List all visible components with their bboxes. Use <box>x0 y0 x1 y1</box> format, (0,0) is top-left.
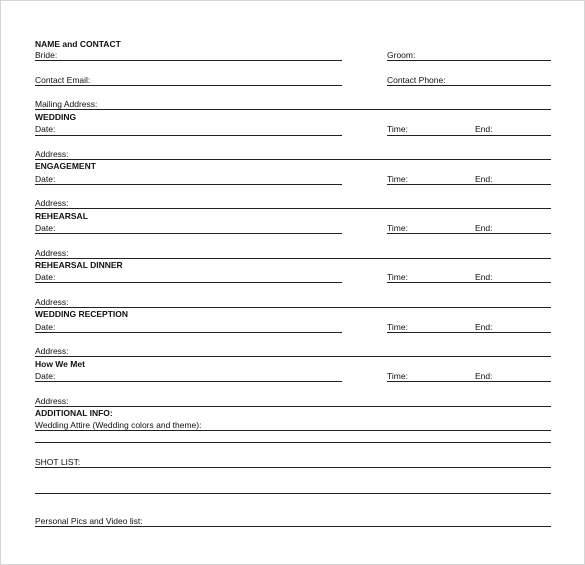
rehearsal-dinner-address-label: Address: <box>35 297 69 307</box>
wedding-address-label: Address: <box>35 149 69 159</box>
rehearsal-dinner-date-label: Date: <box>35 272 56 282</box>
contact-email-label: Contact Email: <box>35 75 91 85</box>
engagement-address-label: Address: <box>35 198 69 208</box>
contact-phone-field[interactable] <box>387 85 551 86</box>
rehearsal-dinner-time-label: Time: <box>387 272 408 282</box>
wedding-end-label: End: <box>475 124 493 134</box>
reception-date-field[interactable] <box>35 332 342 333</box>
how-we-met-date-label: Date: <box>35 371 56 381</box>
reception-address-label: Address: <box>35 346 69 356</box>
rehearsal-address-field[interactable] <box>35 258 551 259</box>
rehearsal-dinner-address-field[interactable] <box>35 307 551 308</box>
reception-time-label: Time: <box>387 322 408 332</box>
shot-list-field-line-1[interactable] <box>35 467 551 468</box>
rehearsal-address-label: Address: <box>35 248 69 258</box>
personal-pics-label: Personal Pics and Video list: <box>35 516 143 526</box>
engagement-time-label: Time: <box>387 174 408 184</box>
engagement-address-field[interactable] <box>35 208 551 209</box>
groom-label: Groom: <box>387 50 416 60</box>
bride-label: Bride: <box>35 50 58 60</box>
section-title-how-we-met: How We Met <box>35 359 85 369</box>
shot-list-field-line-2[interactable] <box>35 493 551 494</box>
how-we-met-date-field[interactable] <box>35 381 342 382</box>
wedding-date-field[interactable] <box>35 135 342 136</box>
groom-field[interactable] <box>387 60 551 61</box>
rehearsal-date-field[interactable] <box>35 233 342 234</box>
wedding-address-field[interactable] <box>35 159 551 160</box>
bride-field[interactable] <box>35 60 342 61</box>
section-title-additional-info: ADDITIONAL INFO: <box>35 408 113 418</box>
wedding-date-label: Date: <box>35 124 56 134</box>
wedding-attire-label: Wedding Attire (Wedding colors and theme): <box>35 420 202 430</box>
how-we-met-end-label: End: <box>475 371 493 381</box>
rehearsal-dinner-end-label: End: <box>475 272 493 282</box>
wedding-time-label: Time: <box>387 124 408 134</box>
how-we-met-time-label: Time: <box>387 371 408 381</box>
wedding-attire-field-line-1[interactable] <box>35 430 551 431</box>
rehearsal-dinner-date-field[interactable] <box>35 282 342 283</box>
rehearsal-date-label: Date: <box>35 223 56 233</box>
section-title-rehearsal: REHEARSAL <box>35 211 88 221</box>
reception-date-label: Date: <box>35 322 56 332</box>
how-we-met-address-label: Address: <box>35 396 69 406</box>
mailing-address-label: Mailing Address: <box>35 99 98 109</box>
contact-phone-label: Contact Phone: <box>387 75 446 85</box>
personal-pics-field[interactable] <box>35 526 551 527</box>
reception-time-field[interactable] <box>387 332 551 333</box>
engagement-end-label: End: <box>475 174 493 184</box>
shot-list-label: SHOT LIST: <box>35 457 81 467</box>
engagement-date-field[interactable] <box>35 184 342 185</box>
engagement-time-field[interactable] <box>387 184 551 185</box>
rehearsal-dinner-time-field[interactable] <box>387 282 551 283</box>
rehearsal-end-label: End: <box>475 223 493 233</box>
wedding-attire-field-line-2[interactable] <box>35 442 551 443</box>
mailing-address-field[interactable] <box>35 109 551 110</box>
rehearsal-time-label: Time: <box>387 223 408 233</box>
contact-email-field[interactable] <box>35 85 342 86</box>
section-title-rehearsal-dinner: REHEARSAL DINNER <box>35 260 123 270</box>
section-title-wedding-reception: WEDDING RECEPTION <box>35 309 129 319</box>
how-we-met-time-field[interactable] <box>387 381 551 382</box>
rehearsal-time-field[interactable] <box>387 233 551 234</box>
section-title-engagement: ENGAGEMENT <box>35 161 96 171</box>
section-title-name-contact: NAME and CONTACT <box>35 39 121 49</box>
reception-address-field[interactable] <box>35 356 551 357</box>
section-title-wedding: WEDDING <box>35 112 77 122</box>
wedding-time-field[interactable] <box>387 135 551 136</box>
reception-end-label: End: <box>475 322 493 332</box>
engagement-date-label: Date: <box>35 174 56 184</box>
how-we-met-address-field[interactable] <box>35 406 551 407</box>
